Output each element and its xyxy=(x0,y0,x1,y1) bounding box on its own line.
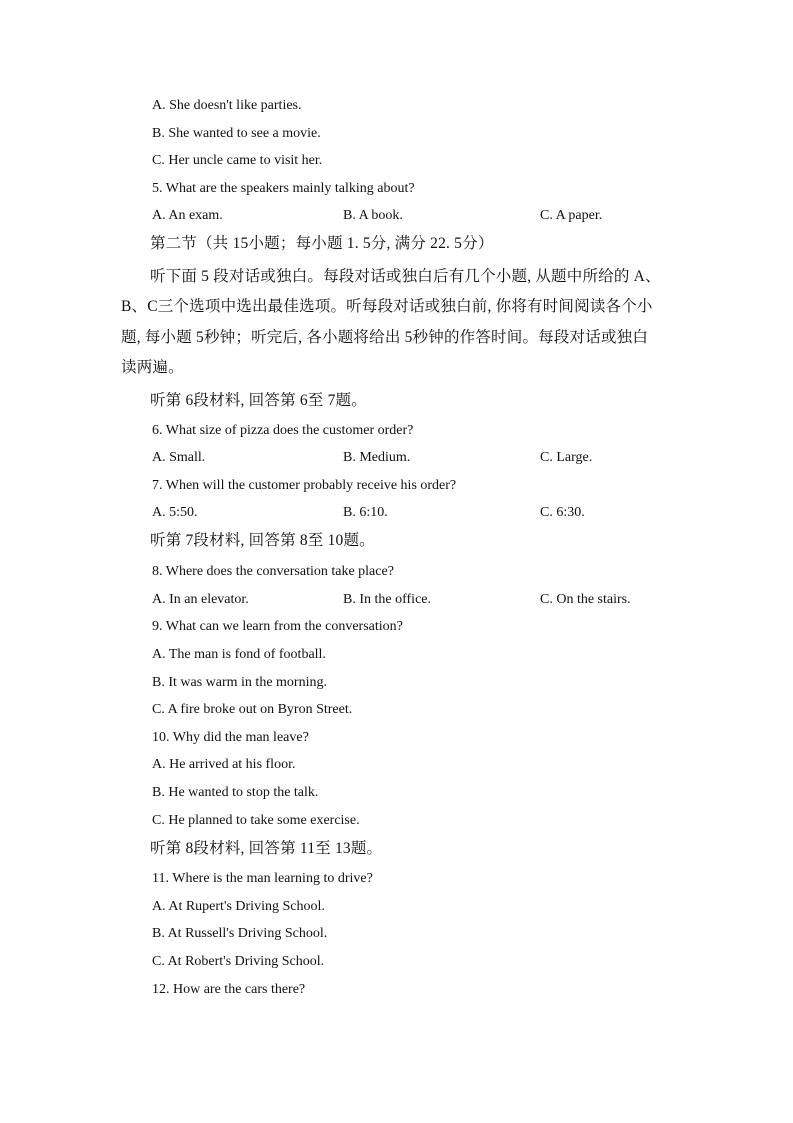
q7-option-c: C. 6:30. xyxy=(540,505,585,520)
section-2-title: 第二节（共 15小题；每小题 1. 5分, 满分 22. 5分） xyxy=(150,235,494,252)
material-7-heading: 听第 7段材料, 回答第 8至 10题。 xyxy=(150,532,375,549)
q8-option-b: B. In the office. xyxy=(343,592,431,607)
q5-option-b: B. A book. xyxy=(343,208,403,223)
q7-option-b: B. 6:10. xyxy=(343,505,388,520)
q4-option-c: C. Her uncle came to visit her. xyxy=(152,153,323,168)
q11-option-c: C. At Robert's Driving School. xyxy=(152,954,325,969)
question-5: 5. What are the speakers mainly talking about? xyxy=(152,181,415,196)
question-9: 9. What can we learn from the conversation? xyxy=(152,619,403,634)
q7-option-a: A. 5:50. xyxy=(152,505,198,520)
q9-option-c: C. A fire broke out on Byron Street. xyxy=(152,702,353,717)
q8-option-c: C. On the stairs. xyxy=(540,592,631,607)
material-6-heading: 听第 6段材料, 回答第 6至 7题。 xyxy=(150,392,367,409)
q9-option-a: A. The man is fond of football. xyxy=(152,647,326,662)
material-8-heading: 听第 8段材料, 回答第 11至 13题。 xyxy=(150,840,383,857)
question-7: 7. When will the customer probably receive his order? xyxy=(152,478,457,493)
q4-option-b: B. She wanted to see a movie. xyxy=(152,126,321,141)
q6-option-b: B. Medium. xyxy=(343,450,411,465)
q11-option-b: B. At Russell's Driving School. xyxy=(152,926,328,941)
q11-option-a: A. At Rupert's Driving School. xyxy=(152,899,325,914)
q10-option-c: C. He planned to take some exercise. xyxy=(152,813,360,828)
question-11: 11. Where is the man learning to drive? xyxy=(152,871,373,886)
instructions-line-3: 题, 每小题 5秒钟；听完后, 各小题将给出 5秒钟的作答时间。每段对话或独白 xyxy=(121,329,649,346)
question-8: 8. Where does the conversation take place? xyxy=(152,564,394,579)
q5-option-a: A. An exam. xyxy=(152,208,223,223)
instructions-line-2: B、C三个选项中选出最佳选项。听每段对话或独白前, 你将有时间阅读各个小 xyxy=(121,298,653,315)
q4-option-a: A. She doesn't like parties. xyxy=(152,98,302,113)
question-6: 6. What size of pizza does the customer order? xyxy=(152,423,414,438)
q10-option-a: A. He arrived at his floor. xyxy=(152,757,296,772)
question-10: 10. Why did the man leave? xyxy=(152,730,309,745)
q5-option-c: C. A paper. xyxy=(540,208,603,223)
q6-option-c: C. Large. xyxy=(540,450,593,465)
instructions-line-4: 读两遍。 xyxy=(121,359,184,376)
q9-option-b: B. It was warm in the morning. xyxy=(152,675,327,690)
q10-option-b: B. He wanted to stop the talk. xyxy=(152,785,319,800)
question-12: 12. How are the cars there? xyxy=(152,982,306,997)
instructions-line-1: 听下面 5 段对话或独白。每段对话或独白后有几个小题, 从题中所给的 A、 xyxy=(150,268,661,285)
q8-option-a: A. In an elevator. xyxy=(152,592,249,607)
q6-option-a: A. Small. xyxy=(152,450,206,465)
